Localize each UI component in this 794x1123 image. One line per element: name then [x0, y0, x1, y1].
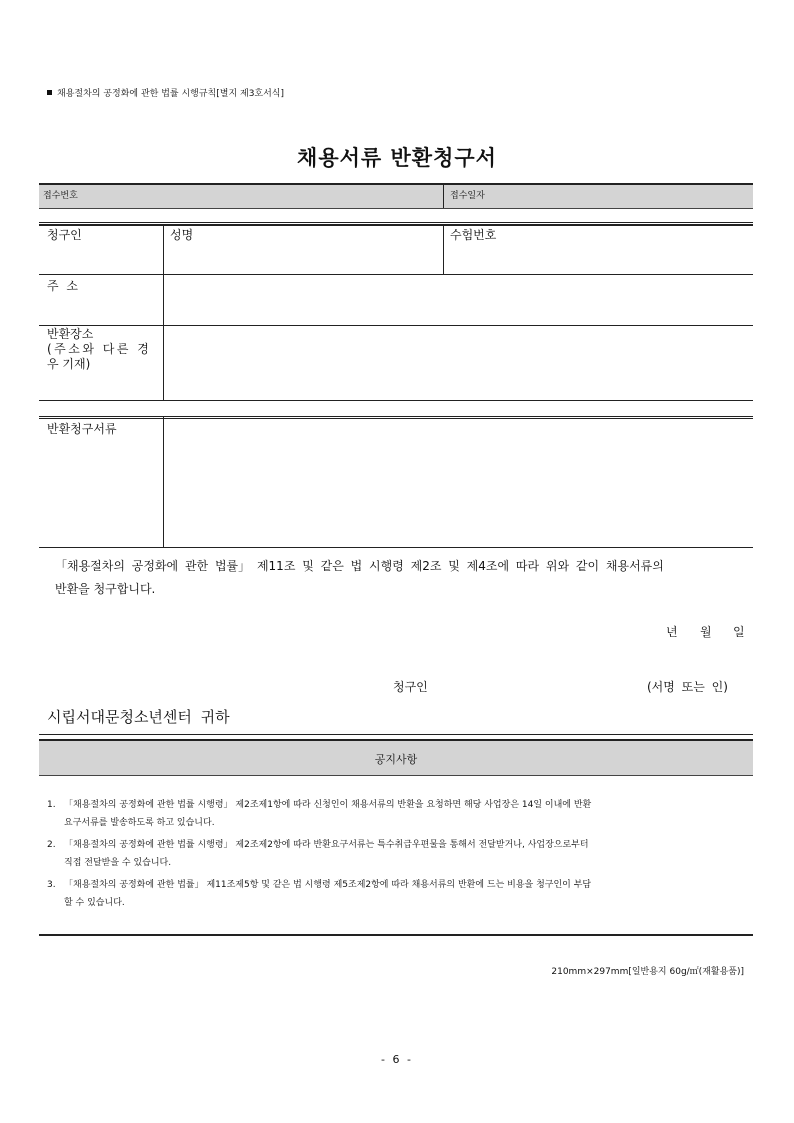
documents-field[interactable]	[165, 420, 751, 545]
row-divider	[39, 418, 753, 419]
receipt-bar	[39, 183, 753, 209]
date-month-label: 월	[700, 625, 712, 639]
return-place-label: 반환장소 (주소와 다른 경 우 기재)	[47, 327, 152, 371]
row-divider	[39, 400, 753, 401]
notice-title: 공지사항	[374, 753, 418, 766]
row-divider	[39, 274, 753, 275]
column-divider	[443, 224, 444, 274]
row-divider	[39, 547, 753, 548]
date-day-label: 일	[733, 625, 745, 639]
address-field[interactable]	[165, 276, 751, 323]
claimant-label: 청구인	[47, 228, 82, 242]
name-label: 성명	[170, 228, 194, 242]
form-header-note: 채용절차의 공정화에 관한 법률 시행규칙[별지 제3호서식]	[47, 86, 284, 99]
addressee: 시립서대문청소년센터 귀하	[47, 708, 230, 726]
row-divider	[39, 416, 753, 417]
row-divider	[39, 325, 753, 326]
signature-claimant-label: 청구인	[393, 680, 428, 694]
page-title: 채용서류 반환청구서	[297, 146, 497, 170]
receipt-divider	[443, 185, 444, 208]
notice-bottom-border	[39, 934, 753, 936]
paper-spec: 210mm×297mm[일반용지 60g/㎡(재활용품)]	[551, 967, 744, 977]
statement-line-2: 반환을 청구합니다.	[55, 582, 156, 596]
signature-note: (서명 또는 인)	[647, 680, 728, 694]
notice-item: 2. 「채용절차의 공정화에 관한 법률 시행령」 제2조제2항에 따라 반환요구서류는 특수취급우편물을 통해서 전달받거나, 사업장으로부터 직접 전달받을 수 있습니다.	[47, 840, 589, 868]
statement-line-1: 「채용절차의 공정화에 관한 법률」 제11조 및 같은 법 시행령 제2조 및 제4조에 따라 위와 같이 채용서류의	[55, 559, 664, 573]
receipt-number-label: 접수번호	[43, 191, 78, 201]
date-year-label: 년	[666, 625, 678, 639]
receipt-date-label: 접수일자	[450, 191, 485, 201]
notice-list	[47, 796, 753, 912]
name-field[interactable]	[165, 246, 441, 272]
documents-label: 반환청구서류	[47, 422, 117, 436]
divider	[39, 734, 753, 735]
bullet-square-icon	[47, 90, 52, 95]
exam-number-label: 수험번호	[450, 228, 497, 242]
label-column-divider	[163, 224, 164, 401]
address-label: 주 소	[47, 279, 80, 293]
label-column-divider	[163, 417, 164, 548]
form-top-border	[39, 224, 753, 226]
notice-item: 3. 「채용절차의 공정화에 관한 법률」 제11조제5항 및 같은 법 시행령 제5조제2항에 따라 채용서류의 반환에 드는 비용을 청구인이 부담 할 수 있습니다.	[47, 880, 592, 908]
notice-item: 1. 「채용절차의 공정화에 관한 법률 시행령」 제2조제1항에 따라 신청인이 채용서류의 반환을 요청하면 해당 사업장은 14일 이내에 반환 요구서류를 발송하도록 하고 있습니다.	[47, 800, 592, 828]
page-number: - 6 -	[381, 1053, 413, 1066]
exam-number-field[interactable]	[445, 246, 751, 272]
return-place-field[interactable]	[165, 327, 751, 398]
divider	[39, 222, 753, 223]
